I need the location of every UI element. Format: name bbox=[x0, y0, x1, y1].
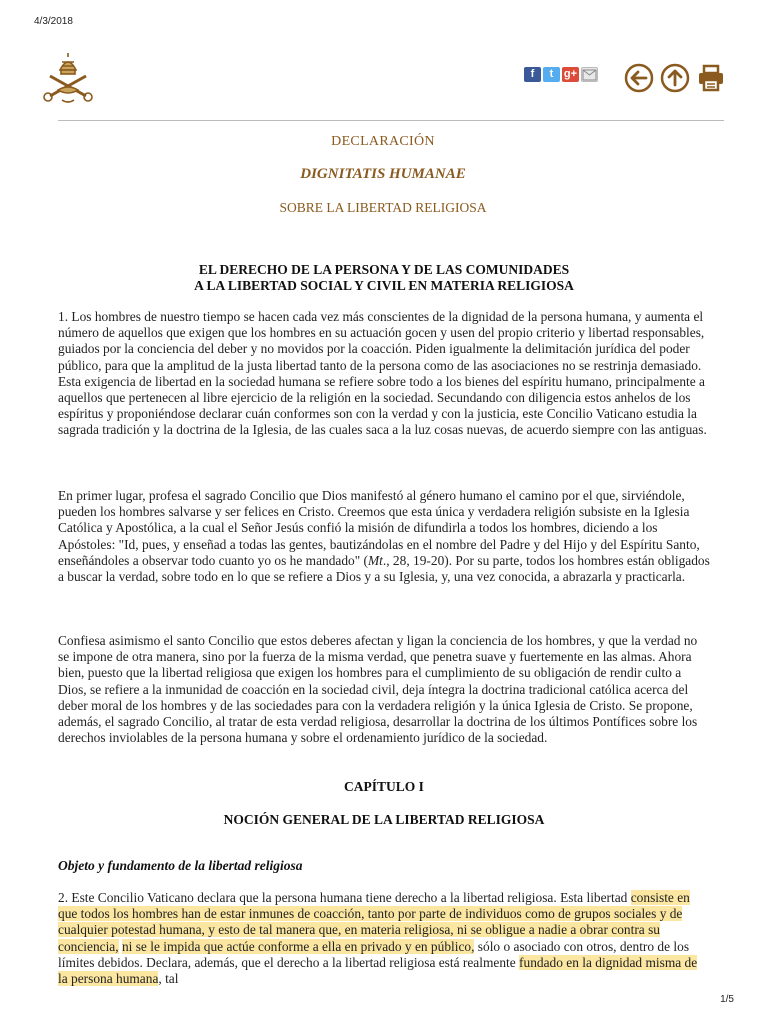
paragraph-2-part-b: ., 28, 19-20). Por su parte, todos los hombres están obligados a buscar la verdad, sobre todo en lo que se refiere a Dios y a su Iglesia, y, una vez conocida, a abrazarla y practicarla. bbox=[58, 552, 710, 585]
paragraph-1 bbox=[58, 309, 710, 439]
subsection-heading: Objeto y fundamento de la libertad religiosa bbox=[58, 858, 303, 873]
header-divider bbox=[58, 120, 724, 121]
paragraph-3-text: Confiesa asimismo el santo Concilio que estos deberes afectan y ligan la conciencia de los hombres, y que la verdad no se impone de otra manera, sino por la fuerza de la misma verdad, que penetra suave y fuertemente en las almas. Ahora bien, puesto que la libertad religiosa que exigen los hombres para el cumplimiento de su obligación de rendir culto a Dios, se refiere a la inmunidad de coacción en la sociedad civil, deja íntegra la doctrina tradicional católica acerca del deber moral de los hombres y de las sociedades para con la verdadera religión y la única Iglesia de Cristo. Se propone, además, el sagrado Concilio, al tratar de esta verdad religiosa, desarrollar la doctrina de los últimos Pontífices sobre los derechos inviolables de la persona humana y sobre el ordenamiento jurídico de la sociedad. bbox=[58, 633, 698, 746]
google-plus-icon[interactable]: g+ bbox=[563, 68, 578, 80]
paragraph-4-part-a: 2. Este Concilio Vaticano declara que la persona humana tiene derecho a la libertad religiosa. Esta libertad bbox=[58, 890, 631, 905]
print-date: 4/3/2018 bbox=[34, 16, 73, 27]
section-heading-line-2: A LA LIBERTAD SOCIAL Y CIVIL EN MATERIA RELIGIOSA bbox=[194, 278, 574, 293]
section-heading bbox=[58, 262, 710, 294]
document-kind: DECLARACIÓN bbox=[331, 134, 435, 149]
paragraph-4-part-e: , tal bbox=[158, 971, 179, 987]
paragraph-3 bbox=[58, 633, 710, 746]
back-arrow-icon[interactable] bbox=[624, 63, 654, 93]
paragraph-4-text bbox=[58, 890, 710, 987]
email-icon[interactable] bbox=[581, 67, 598, 82]
paragraph-4 bbox=[58, 890, 710, 987]
page-navigation bbox=[624, 63, 726, 93]
scripture-reference: Mt bbox=[368, 552, 383, 568]
twitter-icon[interactable]: t bbox=[543, 67, 560, 82]
paragraph-2-part-a: En primer lugar, profesa el sagrado Concilio que Dios manifestó al género humano el camino por el que, sirviéndole, pueden los hombres salvarse y ser felices en Cristo. Creemos que esta única y verdadera religión subsiste en la Iglesia Católica y Apostólica, a la cual el Señor Jesús confió la misión de difundirla a todos los hombres, diciendo a los Apóstoles: "Id, pues, y enseñad a todas las gentes, bautizándolas en el nombre del Padre y del Hijo y del Espíritu Santo, enseñándoles a observar todo cuanto yo os he mandado" ( bbox=[58, 488, 700, 568]
document-title: DIGNITATIS HUMANAE bbox=[300, 166, 466, 182]
paragraph-1-text: 1. Los hombres de nuestro tiempo se hacen cada vez más conscientes de la dignidad de la persona humana, y aumenta el número de aquellos que exigen que los hombres en su actuación gocen y usen del propio criterio y libertad responsables, guiados por la conciencia del deber y no movidos por la coacción. Piden igualmente la delimitación jurídica del poder público, para que la amplitud de la justa libertad tanto de la persona como de las asociaciones no se restrinja demasiado. Esta exigencia de libertad en la sociedad humana se refiere sobre todo a los bienes del espíritu humano, principalmente a aquellos que pertenecen al libre ejercicio de la religión en la sociedad. Secundando con diligencia estos anhelos de los espíritus y proponiéndose declarar cuán conformes son con la verdad y con la justicia, este Concilio Vaticano estudia la sagrada tradición y la doctrina de la Iglesia, de las cuales saca a la luz cosas nuevas, de acuerdo siempre con las antiguas. bbox=[58, 309, 707, 438]
up-arrow-icon[interactable] bbox=[660, 63, 690, 93]
page-number: 1/5 bbox=[720, 994, 734, 1005]
paragraph-2-text bbox=[58, 488, 710, 585]
highlight-3: ni se le impida que actúe conforme a ella en privado y en público, bbox=[121, 938, 475, 954]
document-subtitle: SOBRE LA LIBERTAD RELIGIOSA bbox=[279, 200, 487, 215]
papal-coat-of-arms-icon bbox=[40, 50, 96, 106]
highlight-1: consiste en que todos los hombres han de estar inmunes de coacción, tanto por parte de individuos como de grupos sociales y de cualquier potestad humana, y esto de tal manera que, en materia religiosa, ni se obligue a nadie a obrar contra su bbox=[58, 890, 690, 938]
print-icon[interactable] bbox=[696, 63, 726, 93]
paragraph-2 bbox=[58, 488, 710, 585]
chapter-label: CAPÍTULO I bbox=[344, 779, 424, 794]
section-heading-line-1: EL DERECHO DE LA PERSONA Y DE LAS COMUNIDADES bbox=[198, 262, 570, 277]
highlight-2: conciencia, bbox=[58, 938, 119, 954]
facebook-icon[interactable]: f bbox=[524, 67, 541, 82]
highlight-4: fundado en la dignidad misma de la persona humana bbox=[58, 954, 698, 987]
paragraph-4-part-d: sólo o asociado con otros, dentro de los límites debidos. Declara, además, que el derecho a la libertad religiosa está realmente bbox=[58, 938, 690, 970]
share-bar bbox=[524, 67, 598, 82]
chapter-title: NOCIÓN GENERAL DE LA LIBERTAD RELIGIOSA bbox=[223, 812, 545, 827]
